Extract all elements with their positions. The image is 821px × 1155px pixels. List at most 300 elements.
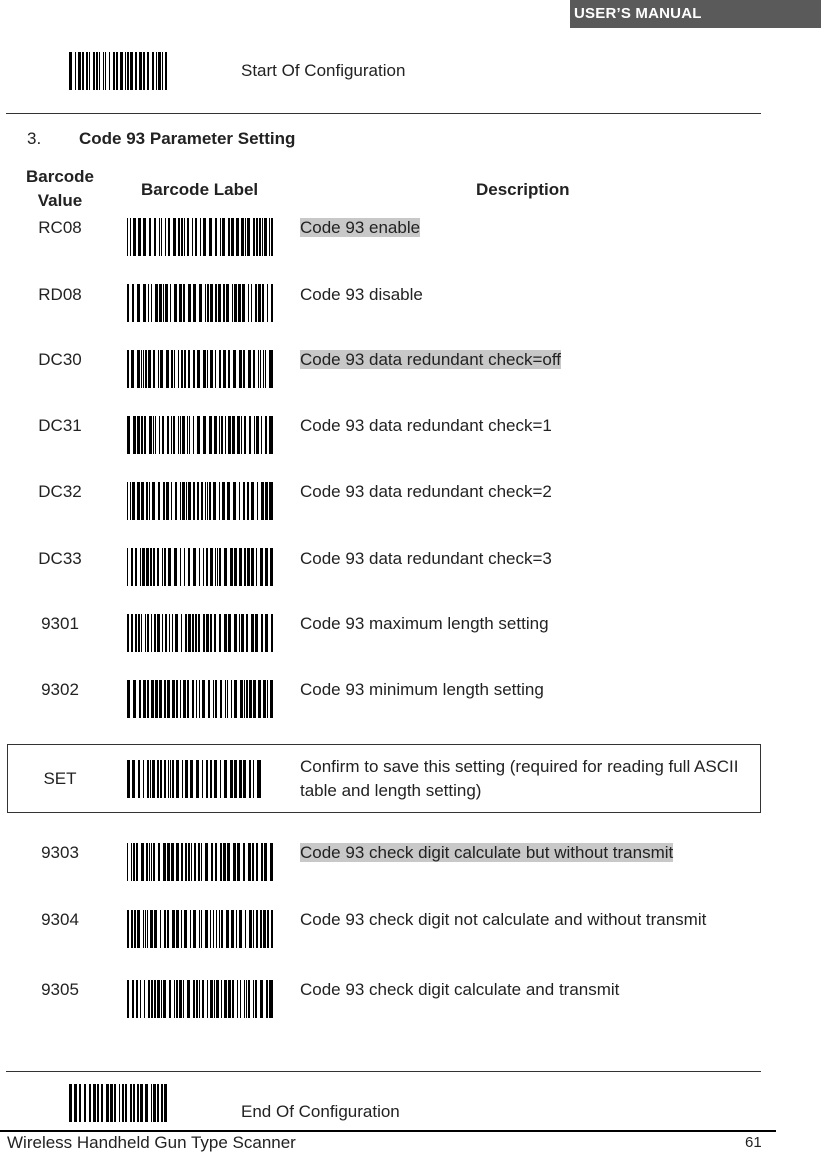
barcode-value: 9302 — [41, 680, 79, 699]
barcode-bar — [127, 218, 128, 256]
barcode-bar — [210, 548, 213, 586]
barcode-bar — [215, 284, 217, 322]
barcode-bar — [170, 284, 171, 322]
barcode-bar — [221, 980, 222, 1018]
barcode-bar — [125, 1084, 127, 1122]
barcode-bar — [165, 614, 167, 652]
barcode-bar — [78, 52, 81, 90]
barcode-bar — [181, 218, 183, 256]
barcode-bar — [194, 843, 196, 881]
barcode-bar — [253, 680, 256, 718]
barcode-bar — [219, 548, 221, 586]
barcode-bar — [271, 482, 273, 520]
barcode-description: Code 93 data redundant check=2 — [300, 482, 552, 501]
end-barcode — [69, 1084, 167, 1122]
barcode-bar — [215, 680, 217, 718]
barcode-bar — [271, 218, 273, 256]
barcode-label — [127, 843, 273, 881]
barcode-bar — [127, 350, 129, 388]
barcode-bar — [137, 482, 140, 520]
barcode-bar — [174, 548, 177, 586]
barcode-bar — [127, 680, 130, 718]
barcode-bar — [183, 680, 186, 718]
barcode-bar — [199, 284, 202, 322]
barcode-bar — [214, 416, 217, 454]
barcode-bar — [192, 614, 194, 652]
barcode-bar — [201, 482, 203, 520]
barcode-bar — [166, 482, 169, 520]
barcode-bar — [113, 52, 115, 90]
barcode-bar — [217, 548, 218, 586]
barcode-bar — [246, 680, 248, 718]
barcode-bar — [145, 350, 147, 388]
barcode-value: DC33 — [38, 549, 82, 568]
barcode-bar — [228, 614, 231, 652]
barcode-bar — [241, 416, 242, 454]
barcode-bar — [251, 482, 254, 520]
barcode-bar — [265, 614, 268, 652]
barcode-bar — [201, 843, 202, 881]
barcode-bar — [179, 284, 182, 322]
barcode-bar — [127, 284, 129, 322]
barcode-description — [300, 216, 420, 240]
barcode-bar — [146, 482, 148, 520]
barcode-bar — [86, 52, 88, 90]
barcode-bar — [249, 680, 252, 718]
barcode-bar — [234, 548, 237, 586]
barcode-bar — [203, 218, 206, 256]
barcode-bar — [228, 350, 230, 388]
barcode-bar — [178, 350, 179, 388]
barcode-bar — [110, 1084, 113, 1122]
barcode-value: DC31 — [38, 416, 82, 435]
barcode-bar — [199, 680, 200, 718]
barcode-bar — [206, 760, 208, 798]
highlighted-text: Code 93 check digit calculate but without transmit — [300, 843, 674, 862]
barcode-bar — [187, 680, 189, 718]
page-number: 61 — [745, 1134, 762, 1151]
barcode-bar — [166, 350, 169, 388]
barcode-bar — [163, 482, 165, 520]
barcode-bar — [203, 614, 205, 652]
barcode-bar — [248, 980, 250, 1018]
barcode-bar — [180, 680, 181, 718]
barcode-bar — [231, 910, 234, 948]
barcode-bar — [243, 760, 246, 798]
barcode-bar — [131, 548, 133, 586]
barcode-bar — [133, 416, 136, 454]
barcode-bar — [220, 218, 221, 256]
barcode-bar — [174, 980, 175, 1018]
barcode-bar — [237, 980, 238, 1018]
barcode-bar — [69, 52, 72, 90]
barcode-bar — [240, 980, 241, 1018]
barcode-bar — [143, 284, 146, 322]
barcode-bar — [191, 843, 192, 881]
barcode-label — [127, 482, 273, 520]
barcode-bar — [261, 416, 262, 454]
barcode-bar — [153, 843, 155, 881]
barcode-bar — [159, 680, 162, 718]
barcode-bar — [150, 760, 151, 798]
barcode-bar — [147, 760, 149, 798]
barcode-bar — [253, 218, 255, 256]
top-divider — [6, 113, 761, 114]
barcode-bar — [143, 218, 146, 256]
barcode-bar — [135, 548, 137, 586]
barcode-bar — [152, 52, 154, 90]
barcode-bar — [237, 416, 240, 454]
barcode-description: Code 93 data redundant check=3 — [300, 549, 552, 568]
barcode-bar — [151, 680, 154, 718]
barcode-bar — [265, 416, 267, 454]
barcode-bar — [173, 218, 176, 256]
barcode-bar — [143, 680, 146, 718]
barcode-bar — [165, 52, 167, 90]
barcode-bar — [209, 416, 212, 454]
barcode-bar — [221, 416, 223, 454]
barcode-bar — [224, 614, 227, 652]
barcode-bar — [244, 680, 245, 718]
barcode-bar — [160, 350, 163, 388]
barcode-bar — [248, 284, 249, 322]
barcode-bar — [213, 482, 216, 520]
barcode-bar — [116, 52, 118, 90]
barcode-bar — [267, 284, 268, 322]
barcode-bar — [167, 416, 169, 454]
barcode-bar — [202, 980, 204, 1018]
barcode-bar — [137, 350, 140, 388]
barcode-bar — [144, 980, 145, 1018]
barcode-bar — [193, 548, 196, 586]
barcode-bar — [171, 843, 174, 881]
barcode-bar — [147, 680, 149, 718]
barcode-bar — [173, 416, 175, 454]
barcode-bar — [143, 760, 144, 798]
barcode-bar — [158, 350, 159, 388]
barcode-bar — [171, 350, 173, 388]
barcode-bar — [258, 680, 261, 718]
barcode-bar — [247, 218, 250, 256]
barcode-bar — [163, 980, 166, 1018]
barcode-description: Code 93 minimum length setting — [300, 680, 544, 699]
barcode-bar — [157, 760, 159, 798]
barcode-bar — [224, 548, 227, 586]
barcode-bar — [242, 284, 245, 322]
barcode-bar — [220, 843, 222, 881]
barcode-bar — [162, 416, 164, 454]
barcode-bar — [130, 1084, 132, 1122]
barcode-bar — [246, 614, 248, 652]
barcode-bar — [225, 416, 226, 454]
barcode-description: Code 93 check digit not calculate and without transmit — [300, 910, 707, 929]
barcode-bar — [184, 548, 185, 586]
barcode-bar — [146, 843, 148, 881]
barcode-bar — [140, 980, 141, 1018]
barcode-bar — [79, 1084, 81, 1122]
barcode-bar — [232, 416, 235, 454]
barcode-bar — [215, 548, 216, 586]
barcode-bar — [223, 284, 225, 322]
barcode-bar — [168, 218, 170, 256]
barcode-bar — [259, 760, 261, 798]
barcode-bar — [134, 910, 136, 948]
barcode-bar — [182, 482, 185, 520]
barcode-bar — [183, 980, 184, 1018]
barcode-bar — [220, 680, 222, 718]
barcode-bar — [179, 980, 182, 1018]
barcode-value: 9304 — [41, 910, 79, 929]
barcode-bar — [149, 416, 152, 454]
barcode-bar — [148, 284, 149, 322]
barcode-bar — [138, 218, 141, 256]
barcode-bar — [188, 350, 190, 388]
barcode-bar — [198, 843, 200, 881]
barcode-bar — [214, 980, 215, 1018]
barcode-bar — [222, 482, 225, 520]
barcode-bar — [239, 482, 240, 520]
barcode-bar — [188, 482, 191, 520]
barcode-bar — [251, 548, 254, 586]
barcode-bar — [239, 548, 242, 586]
barcode-bar — [198, 614, 200, 652]
barcode-bar — [69, 1084, 72, 1122]
barcode-bar — [188, 614, 191, 652]
barcode-bar — [219, 350, 221, 388]
barcode-bar — [236, 218, 239, 256]
barcode-bar — [215, 843, 217, 881]
barcode-bar — [157, 1084, 159, 1122]
barcode-bar — [265, 350, 266, 388]
barcode-bar — [127, 482, 128, 520]
barcode-bar — [176, 680, 178, 718]
column-header-value — [20, 165, 100, 213]
barcode-bar — [89, 1084, 91, 1122]
barcode-bar — [122, 1084, 124, 1122]
barcode-bar — [269, 218, 270, 256]
barcode-bar — [260, 980, 263, 1018]
barcode-bar — [82, 52, 84, 90]
barcode-value: DC32 — [38, 482, 82, 501]
barcode-bar — [151, 614, 152, 652]
barcode-bar — [131, 843, 132, 881]
barcode-bar — [213, 910, 214, 948]
barcode-bar — [165, 218, 166, 256]
barcode-bar — [261, 614, 263, 652]
barcode-bar — [258, 284, 261, 322]
barcode-bar — [150, 910, 153, 948]
barcode-bar — [264, 843, 267, 881]
barcode-bar — [266, 980, 268, 1018]
barcode-bar — [148, 350, 151, 388]
barcode-bar — [167, 680, 170, 718]
barcode-bar — [154, 218, 156, 256]
barcode-bar — [254, 416, 255, 454]
barcode-label — [127, 980, 273, 1018]
barcode-bar — [207, 350, 208, 388]
barcode-value: 9301 — [41, 614, 79, 633]
barcode-bar — [187, 980, 190, 1018]
barcode-bar — [137, 416, 140, 454]
barcode-bar — [205, 284, 206, 322]
barcode-bar — [181, 843, 183, 881]
barcode-bar — [150, 548, 152, 586]
barcode-bar — [170, 760, 171, 798]
barcode-bar — [103, 52, 104, 90]
barcode-bar — [244, 548, 246, 586]
barcode-value: RC08 — [38, 218, 82, 237]
barcode-bar — [210, 284, 213, 322]
barcode-bar — [159, 416, 160, 454]
barcode-bar — [224, 760, 227, 798]
barcode-bar — [234, 284, 237, 322]
set-description: Confirm to save this setting (required for reading full ASCII table and length setting) — [300, 757, 739, 800]
barcode-bar — [114, 1084, 116, 1122]
barcode-bar — [132, 760, 135, 798]
barcode-bar — [133, 843, 135, 881]
barcode-bar — [149, 843, 150, 881]
barcode-bar — [127, 416, 130, 454]
barcode-bar — [186, 482, 187, 520]
barcode-bar — [152, 482, 155, 520]
barcode-bar — [161, 1084, 163, 1122]
barcode-bar — [181, 350, 183, 388]
barcode-bar — [236, 910, 237, 948]
barcode-bar — [260, 548, 263, 586]
barcode-bar — [119, 1084, 120, 1122]
barcode-bar — [199, 980, 200, 1018]
barcode-bar — [245, 218, 246, 256]
barcode-bar — [227, 843, 230, 881]
barcode-bar — [193, 284, 196, 322]
barcode-bar — [228, 218, 230, 256]
barcode-bar — [232, 980, 234, 1018]
barcode-bar — [75, 52, 76, 90]
barcode-bar — [154, 614, 156, 652]
barcode-bar — [228, 980, 231, 1018]
barcode-bar — [261, 482, 264, 520]
barcode-bar — [196, 680, 197, 718]
barcode-bar — [153, 350, 155, 388]
barcode-bar — [215, 218, 217, 256]
barcode-bar — [246, 980, 247, 1018]
barcode-bar — [244, 416, 246, 454]
barcode-bar — [227, 482, 230, 520]
barcode-bar — [207, 482, 208, 520]
start-label: Start Of Configuration — [241, 61, 406, 80]
barcode-description: Code 93 disable — [300, 285, 423, 304]
barcode-bar — [260, 910, 262, 948]
barcode-bar — [127, 843, 128, 881]
barcode-bar — [158, 843, 160, 881]
barcode-description — [300, 348, 561, 372]
barcode-bar — [240, 680, 243, 718]
barcode-bar — [255, 980, 257, 1018]
barcode-bar — [89, 52, 90, 90]
barcode-bar — [140, 1084, 143, 1122]
barcode-bar — [271, 284, 273, 322]
barcode-bar — [208, 680, 210, 718]
barcode-bar — [180, 482, 181, 520]
barcode-bar — [139, 680, 141, 718]
barcode-bar — [219, 416, 220, 454]
barcode-bar — [193, 482, 195, 520]
barcode-bar — [205, 482, 206, 520]
barcode-bar — [93, 52, 95, 90]
barcode-bar — [183, 284, 185, 322]
barcode-bar — [182, 760, 183, 798]
barcode-bar — [271, 980, 273, 1018]
barcode-bar — [127, 910, 129, 948]
barcode-bar — [253, 760, 254, 798]
barcode-bar — [225, 680, 226, 718]
barcode-bar — [135, 52, 137, 90]
barcode-bar — [253, 910, 254, 948]
barcode-bar — [224, 980, 227, 1018]
barcode-bar — [199, 548, 200, 586]
barcode-bar — [164, 548, 166, 586]
barcode-bar — [127, 52, 129, 90]
barcode-bar — [192, 218, 193, 256]
barcode-bar — [205, 843, 208, 881]
barcode-bar — [223, 350, 226, 388]
barcode-bar — [165, 284, 168, 322]
barcode-bar — [251, 614, 254, 652]
barcode-bar — [239, 350, 242, 388]
barcode-bar — [202, 760, 203, 798]
section-number: 3. — [27, 129, 42, 148]
barcode-description: Code 93 data redundant check=1 — [300, 416, 552, 435]
barcode-bar — [227, 680, 228, 718]
barcode-bar — [156, 52, 157, 90]
barcode-bar — [249, 760, 251, 798]
barcode-bar — [169, 614, 170, 652]
bottom-divider — [6, 1071, 761, 1072]
barcode-bar — [181, 910, 182, 948]
barcode-bar — [226, 284, 229, 322]
barcode-bar — [168, 760, 169, 798]
barcode-bar — [172, 760, 174, 798]
barcode-bar — [182, 416, 185, 454]
barcode-bar — [203, 350, 206, 388]
barcode-bar — [247, 548, 250, 586]
barcode-bar — [188, 284, 191, 322]
barcode-bar — [176, 843, 179, 881]
barcode-bar — [144, 416, 146, 454]
barcode-bar — [262, 284, 264, 322]
barcode-bar — [125, 52, 126, 90]
barcode-bar — [207, 284, 209, 322]
footer-title: Wireless Handheld Gun Type Scanner — [7, 1133, 296, 1152]
barcode-bar — [271, 680, 273, 718]
barcode-bar — [190, 910, 191, 948]
barcode-bar — [206, 548, 208, 586]
barcode-value: 9303 — [41, 843, 79, 862]
barcode-bar — [258, 350, 259, 388]
barcode-bar — [133, 218, 136, 256]
barcode-bar — [161, 218, 162, 256]
barcode-bar — [151, 980, 153, 1018]
barcode-bar — [168, 548, 171, 586]
barcode-bar — [164, 680, 166, 718]
barcode-bar — [237, 843, 240, 881]
barcode-bar — [130, 482, 131, 520]
barcode-bar — [197, 416, 200, 454]
barcode-bar — [154, 910, 157, 948]
barcode-bar — [221, 910, 223, 948]
barcode-bar — [193, 416, 194, 454]
barcode-bar — [162, 614, 163, 652]
